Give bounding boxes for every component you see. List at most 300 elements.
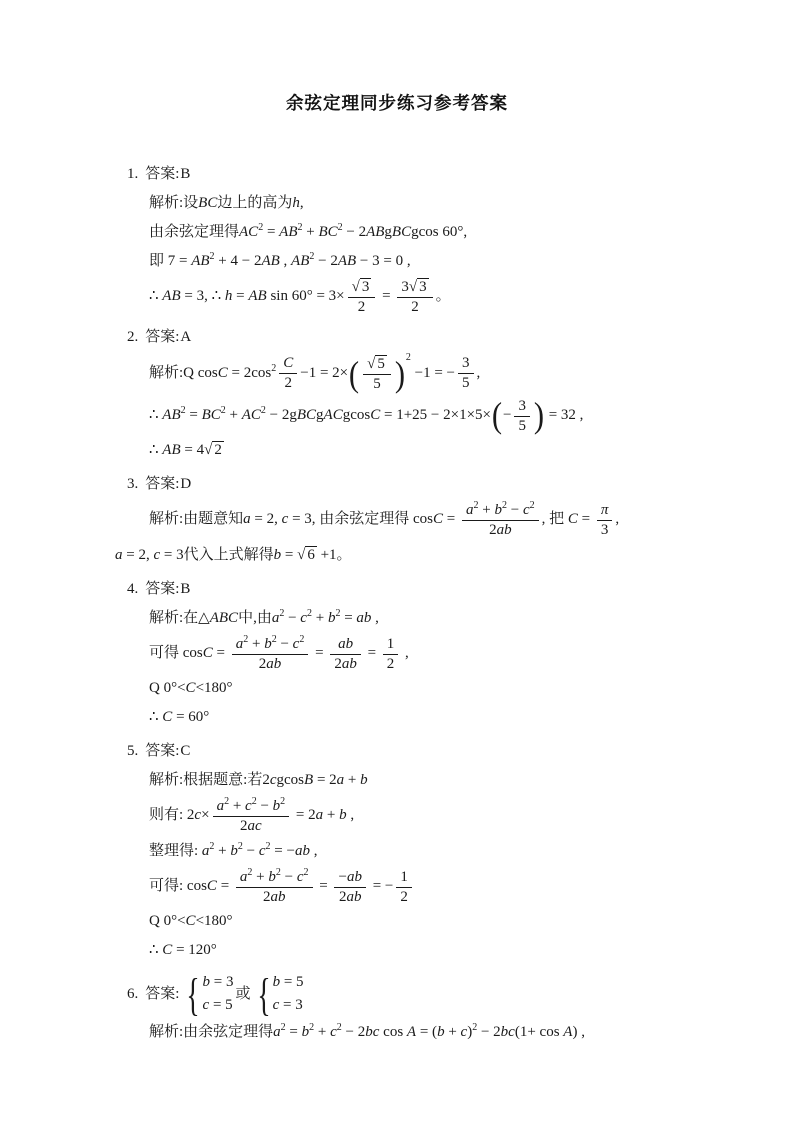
item-number: 3. — [127, 476, 139, 493]
math-variable: b — [230, 842, 238, 859]
text-run: B — [180, 580, 191, 597]
text-run: + — [444, 1024, 461, 1041]
text-run: = − — [368, 878, 394, 894]
text-run: 解析:在△ — [149, 609, 210, 626]
text-run: 2 — [240, 818, 248, 835]
text-run: , — [346, 807, 355, 824]
text-run: , — [615, 511, 620, 528]
text-run: 2 — [334, 655, 342, 672]
answer-value — [180, 581, 190, 597]
text-run: + 4 − 2 — [214, 253, 262, 269]
answer-line — [127, 576, 754, 603]
math-variable: AB — [162, 288, 181, 305]
math-variable: a — [271, 609, 280, 626]
math-variable: ab — [346, 868, 362, 885]
text-run: 3 — [462, 355, 470, 372]
text-run: = — [232, 288, 249, 305]
text-run: 3 — [401, 279, 409, 295]
exponent: 2 — [472, 1022, 478, 1034]
exponent: 2 — [309, 251, 315, 262]
radical-sign-icon: √ — [367, 356, 376, 373]
fraction-denominator — [597, 521, 613, 540]
math-variable: c — [281, 511, 289, 528]
text-run: 2 — [489, 522, 497, 539]
math-variable: bc — [365, 1024, 380, 1041]
text-run: <180° — [195, 680, 233, 697]
math-variable: b — [264, 635, 272, 652]
text-run: ∴ — [149, 709, 163, 726]
math-variable: AC — [241, 407, 261, 423]
text-run: − 2g — [265, 407, 297, 423]
solution-line — [149, 353, 754, 394]
text-run: 即 7 = — [149, 253, 192, 269]
text-run: = 2, — [122, 546, 154, 563]
solution-line — [149, 675, 754, 702]
solution-line — [149, 190, 754, 217]
left-brace: { — [186, 968, 201, 1020]
math-variable: a — [235, 635, 244, 652]
cases-rows — [273, 971, 304, 1017]
math-variable: b — [494, 502, 502, 519]
text-run: = — [185, 407, 202, 423]
answer-item — [113, 324, 754, 465]
math-variable: c — [460, 1024, 468, 1041]
text-run: −1 = 2× — [300, 364, 349, 381]
text-run: cos — [379, 1024, 407, 1041]
answer-value — [180, 166, 190, 182]
text-run: g — [316, 407, 324, 423]
math-variable: C — [185, 913, 196, 930]
fraction — [213, 796, 290, 836]
text-run: , — [401, 645, 409, 661]
answers-list — [113, 161, 754, 1046]
text-run: = — [285, 1024, 302, 1041]
text-run: + — [229, 798, 246, 815]
fraction — [597, 500, 613, 540]
text-run: 中,由 — [238, 609, 272, 626]
solution-line — [149, 838, 754, 865]
answer-item — [113, 161, 754, 317]
text-run: = — [443, 511, 460, 528]
item-number: 6. — [127, 985, 139, 1002]
text-run: 由余弦定理得 — [149, 224, 240, 240]
radical-sign-icon: √ — [297, 546, 306, 563]
math-variable: c — [330, 1024, 337, 1041]
answer-label: 答案: — [145, 328, 180, 345]
fraction-denominator — [462, 521, 539, 540]
text-run: −1 = − — [410, 364, 456, 381]
paren-inner — [360, 354, 394, 394]
text-run: +1。 — [316, 546, 352, 563]
text-run: 3 — [600, 522, 609, 539]
exponent: 2 — [260, 405, 266, 416]
solution-line — [115, 542, 754, 569]
fraction-numerator — [383, 634, 399, 655]
text-run: 。 — [435, 288, 451, 305]
text-run: = 3 — [279, 997, 303, 1014]
radicand — [212, 441, 224, 459]
text-run: = 3 — [210, 974, 234, 991]
exponent: 2 — [271, 362, 277, 374]
math-variable: AC — [239, 224, 259, 240]
item-number: 4. — [127, 580, 139, 597]
fraction-denominator — [330, 655, 361, 674]
text-run: 2 — [386, 655, 395, 672]
text-run: ∴ — [149, 407, 163, 423]
solution-line — [149, 1019, 754, 1046]
text-run: = 5 — [280, 974, 304, 991]
exponent: 2 — [243, 633, 249, 645]
text-run: 2 — [262, 888, 271, 905]
math-variable: a — [201, 842, 210, 859]
left-paren: ( — [491, 395, 503, 436]
solution-line — [149, 277, 754, 317]
answer-value — [180, 968, 305, 1020]
sqrt-expression — [352, 278, 372, 297]
text-run: gcos 60°, — [411, 224, 468, 240]
text-run: , — [371, 609, 379, 626]
exponent: 2 — [303, 866, 309, 878]
math-variable: π — [600, 502, 609, 519]
fraction-denominator — [363, 375, 391, 394]
cases-row — [203, 994, 234, 1017]
solution-line — [149, 500, 754, 540]
text-run: − 3 = 0 , — [356, 253, 411, 269]
exponent: 2 — [280, 1022, 286, 1034]
text-run: − 2 — [342, 224, 367, 240]
text-run: 解析:由余弦定理得 — [149, 1024, 274, 1041]
answer-item — [113, 968, 754, 1046]
exponent: 2 — [180, 405, 186, 416]
math-variable: ab — [270, 888, 286, 905]
math-variable: C — [217, 364, 228, 381]
math-variable: A — [563, 1024, 573, 1041]
fraction — [236, 867, 313, 907]
text-run: 或 — [235, 985, 251, 1002]
text-run: 5 — [462, 375, 470, 392]
text-run: 5 — [373, 376, 381, 393]
text-run: − — [276, 635, 293, 652]
answer-line — [127, 968, 754, 1020]
exponent: 2 — [237, 840, 243, 852]
text-run: + — [314, 1024, 331, 1041]
math-variable: ab — [346, 888, 362, 905]
text-run: 3 — [361, 279, 370, 295]
math-variable: BC — [318, 224, 338, 240]
item-number: 2. — [127, 328, 139, 345]
math-variable: b — [268, 868, 276, 885]
answer-label: 答案: — [145, 985, 180, 1002]
math-variable: a — [216, 798, 225, 815]
text-run: gcos — [276, 772, 305, 789]
right-paren: ) — [394, 353, 405, 394]
solution-line — [149, 248, 754, 275]
text-run: A — [180, 328, 192, 345]
text-run: = — [363, 645, 380, 661]
exponent: 2 — [209, 840, 215, 852]
radical-sign-icon: √ — [204, 442, 213, 459]
text-run: = — [315, 878, 332, 894]
fraction-numerator — [396, 867, 412, 888]
text-run: = 1+25 − 2×1×5× — [380, 407, 491, 423]
fraction-numerator — [334, 867, 365, 888]
math-variable: AC — [323, 407, 343, 423]
math-variable: b — [360, 772, 368, 789]
item-number: 1. — [127, 166, 139, 182]
fraction — [330, 634, 361, 674]
answer-value — [180, 329, 191, 345]
text-run: = 32 , — [544, 407, 584, 423]
text-run: 3 — [419, 279, 427, 295]
fraction-numerator — [232, 634, 309, 655]
fraction-denominator — [514, 417, 530, 436]
fraction-denominator — [397, 298, 432, 317]
text-run: 3 — [518, 397, 526, 414]
text-run: = 120° — [172, 942, 217, 959]
text-run: 2 — [400, 888, 408, 905]
text-run: <180° — [195, 913, 233, 930]
text-run: 2 — [258, 655, 267, 672]
text-run: × — [201, 807, 210, 824]
text-run: 则有: 2 — [149, 807, 195, 824]
text-run: ) , — [572, 1024, 585, 1041]
math-variable: c — [300, 609, 307, 626]
text-run: − — [280, 868, 297, 885]
math-variable: a — [273, 1024, 281, 1041]
right-paren: ) — [533, 395, 545, 436]
text-run: = 2, — [250, 511, 282, 528]
math-variable: C — [206, 878, 217, 894]
text-run: 解析:根据题意:若2 — [149, 772, 270, 789]
exponent: 2 — [337, 222, 343, 233]
fraction-numerator — [462, 500, 539, 521]
text-run: 解析:Q cos — [149, 364, 218, 381]
math-variable: b — [202, 974, 211, 991]
fraction-numerator — [236, 867, 313, 888]
text-run: − — [242, 842, 259, 859]
text-run: (1+ cos — [514, 1024, 564, 1041]
math-variable: c — [245, 798, 252, 815]
text-run: gcos — [342, 407, 371, 423]
exponent: 2 — [335, 607, 341, 619]
exponent: 2 — [473, 500, 479, 512]
page-title: 余弦定理同步练习参考答案 — [286, 93, 508, 113]
math-variable: C — [185, 680, 196, 697]
text-run: 边上的高为 — [217, 195, 293, 211]
paren-group — [491, 396, 545, 436]
text-run: , 把 — [541, 511, 568, 528]
text-run: = — [281, 546, 298, 563]
fraction — [396, 867, 412, 907]
solution-line — [149, 605, 754, 632]
sqrt-expression — [409, 278, 429, 297]
text-run: + — [302, 224, 319, 240]
cases-row — [273, 994, 304, 1017]
exponent: 2 — [275, 866, 281, 878]
radical-sign-icon: √ — [351, 279, 360, 295]
fraction-numerator — [213, 796, 290, 817]
fraction-denominator — [334, 888, 365, 907]
math-variable: AB — [191, 253, 210, 269]
fraction — [348, 277, 376, 317]
fraction — [462, 500, 539, 540]
fraction-numerator — [348, 277, 376, 298]
fraction-denominator — [279, 374, 297, 393]
math-variable: h — [224, 288, 233, 305]
paren-inner — [503, 396, 533, 436]
text-run: − 2 — [477, 1024, 501, 1041]
exponent: 2 — [306, 607, 312, 619]
text-run: = 3, ∴ — [180, 288, 225, 305]
text-run: ∴ — [149, 942, 163, 959]
fraction — [458, 353, 474, 393]
fraction — [334, 867, 365, 907]
math-variable: B — [304, 772, 314, 789]
text-run: + — [252, 868, 269, 885]
fraction-denominator — [383, 655, 399, 674]
fraction-denominator — [232, 655, 309, 674]
paren-group — [348, 353, 411, 394]
text-run: = — [340, 609, 357, 626]
text-run: ∴ — [149, 288, 163, 305]
radicand — [375, 355, 387, 373]
exponent: 2 — [309, 1022, 315, 1034]
text-run: 5 — [377, 356, 385, 373]
text-run: − — [503, 407, 512, 423]
radicand — [360, 278, 372, 296]
math-variable: a — [466, 502, 474, 519]
text-run: + — [311, 609, 328, 626]
math-variable: AB — [366, 224, 385, 240]
fraction-numerator — [330, 634, 361, 655]
math-variable: c — [194, 807, 202, 824]
math-variable: AB — [279, 224, 298, 240]
fraction-numerator — [397, 277, 432, 298]
solution-line — [149, 937, 754, 964]
text-run: = 60° — [172, 709, 210, 726]
paren-exponent: 2 — [405, 351, 411, 363]
math-variable: ab — [266, 655, 282, 672]
text-run: + — [478, 502, 495, 519]
exponent: 2 — [501, 500, 507, 512]
text-run: 2 — [411, 298, 419, 315]
text-run: − — [338, 868, 347, 885]
text-run: + — [225, 407, 242, 423]
math-variable: c — [258, 842, 266, 859]
math-variable: a — [315, 807, 324, 824]
solution-line — [149, 867, 754, 907]
text-run: 5 — [518, 417, 526, 434]
math-variable: c — [296, 868, 304, 885]
text-run: 2 — [357, 298, 366, 315]
text-run: − — [506, 502, 523, 519]
fraction — [363, 354, 391, 394]
text-run: + — [248, 635, 265, 652]
text-run: g — [384, 224, 392, 240]
text-run: , — [279, 253, 292, 269]
answer-label: 答案: — [145, 476, 180, 493]
solution-line — [149, 634, 754, 674]
text-run: 可得: cos — [149, 878, 207, 894]
text-run: 6 — [307, 546, 315, 563]
math-variable: a — [243, 511, 251, 528]
math-variable: c — [202, 997, 210, 1014]
math-variable: C — [162, 709, 173, 726]
math-variable: a — [115, 546, 123, 563]
answer-label: 答案: — [145, 580, 180, 597]
text-run: sin 60° = 3× — [266, 288, 345, 305]
answer-item — [113, 576, 754, 732]
fraction-numerator — [597, 500, 613, 521]
math-variable: ab — [294, 842, 310, 859]
text-run: 整理得: — [149, 842, 202, 859]
text-run: = − — [270, 842, 295, 859]
math-variable: b — [327, 609, 336, 626]
math-variable: BC — [198, 195, 218, 211]
text-run: = — [212, 645, 229, 661]
math-variable: b — [301, 1024, 310, 1041]
math-variable: b — [437, 1024, 445, 1041]
answer-line — [127, 471, 754, 498]
math-variable: b — [272, 798, 281, 815]
cases-row — [273, 971, 304, 994]
text-run: = — [378, 288, 395, 305]
text-run: 2 — [214, 442, 222, 459]
math-variable: ab — [341, 655, 357, 672]
answer-line — [127, 738, 754, 765]
math-variable: c — [272, 997, 280, 1014]
text-run: B — [180, 166, 191, 182]
math-variable: AB — [162, 407, 181, 423]
fraction-numerator — [514, 396, 530, 417]
math-variable: ab — [338, 635, 354, 652]
cases-group — [182, 968, 234, 1020]
answer-label: 答案: — [145, 743, 180, 760]
text-run: = 4 — [180, 442, 205, 459]
exponent: 2 — [299, 633, 305, 645]
math-variable: bc — [500, 1024, 515, 1041]
fraction-numerator — [279, 353, 297, 374]
exponent: 2 — [265, 840, 271, 852]
text-run: = — [577, 511, 594, 528]
math-variable: ac — [247, 818, 262, 835]
text-run: , — [309, 842, 318, 859]
text-run: + — [323, 807, 340, 824]
text-run: D — [180, 476, 192, 493]
fraction-denominator — [213, 817, 290, 836]
solution-line — [149, 219, 754, 246]
fraction-denominator — [458, 374, 474, 393]
answer-value — [180, 743, 190, 759]
exponent: 2 — [280, 796, 286, 808]
text-run: − 2 — [314, 253, 338, 269]
solution-line — [149, 396, 754, 436]
exponent: 2 — [336, 1022, 342, 1034]
text-run: , — [299, 195, 304, 211]
text-run: = 2 — [292, 807, 316, 824]
text-run: C — [180, 743, 191, 760]
exponent: 2 — [297, 222, 303, 233]
math-variable: BC — [296, 407, 317, 423]
math-variable: h — [292, 195, 300, 211]
item-number: 5. — [127, 743, 139, 760]
text-run: = ( — [416, 1024, 438, 1041]
fraction-denominator — [396, 888, 412, 907]
exponent: 2 — [529, 500, 535, 512]
fraction-denominator — [348, 298, 376, 317]
text-run: , — [476, 364, 481, 381]
math-variable: A — [406, 1024, 417, 1041]
